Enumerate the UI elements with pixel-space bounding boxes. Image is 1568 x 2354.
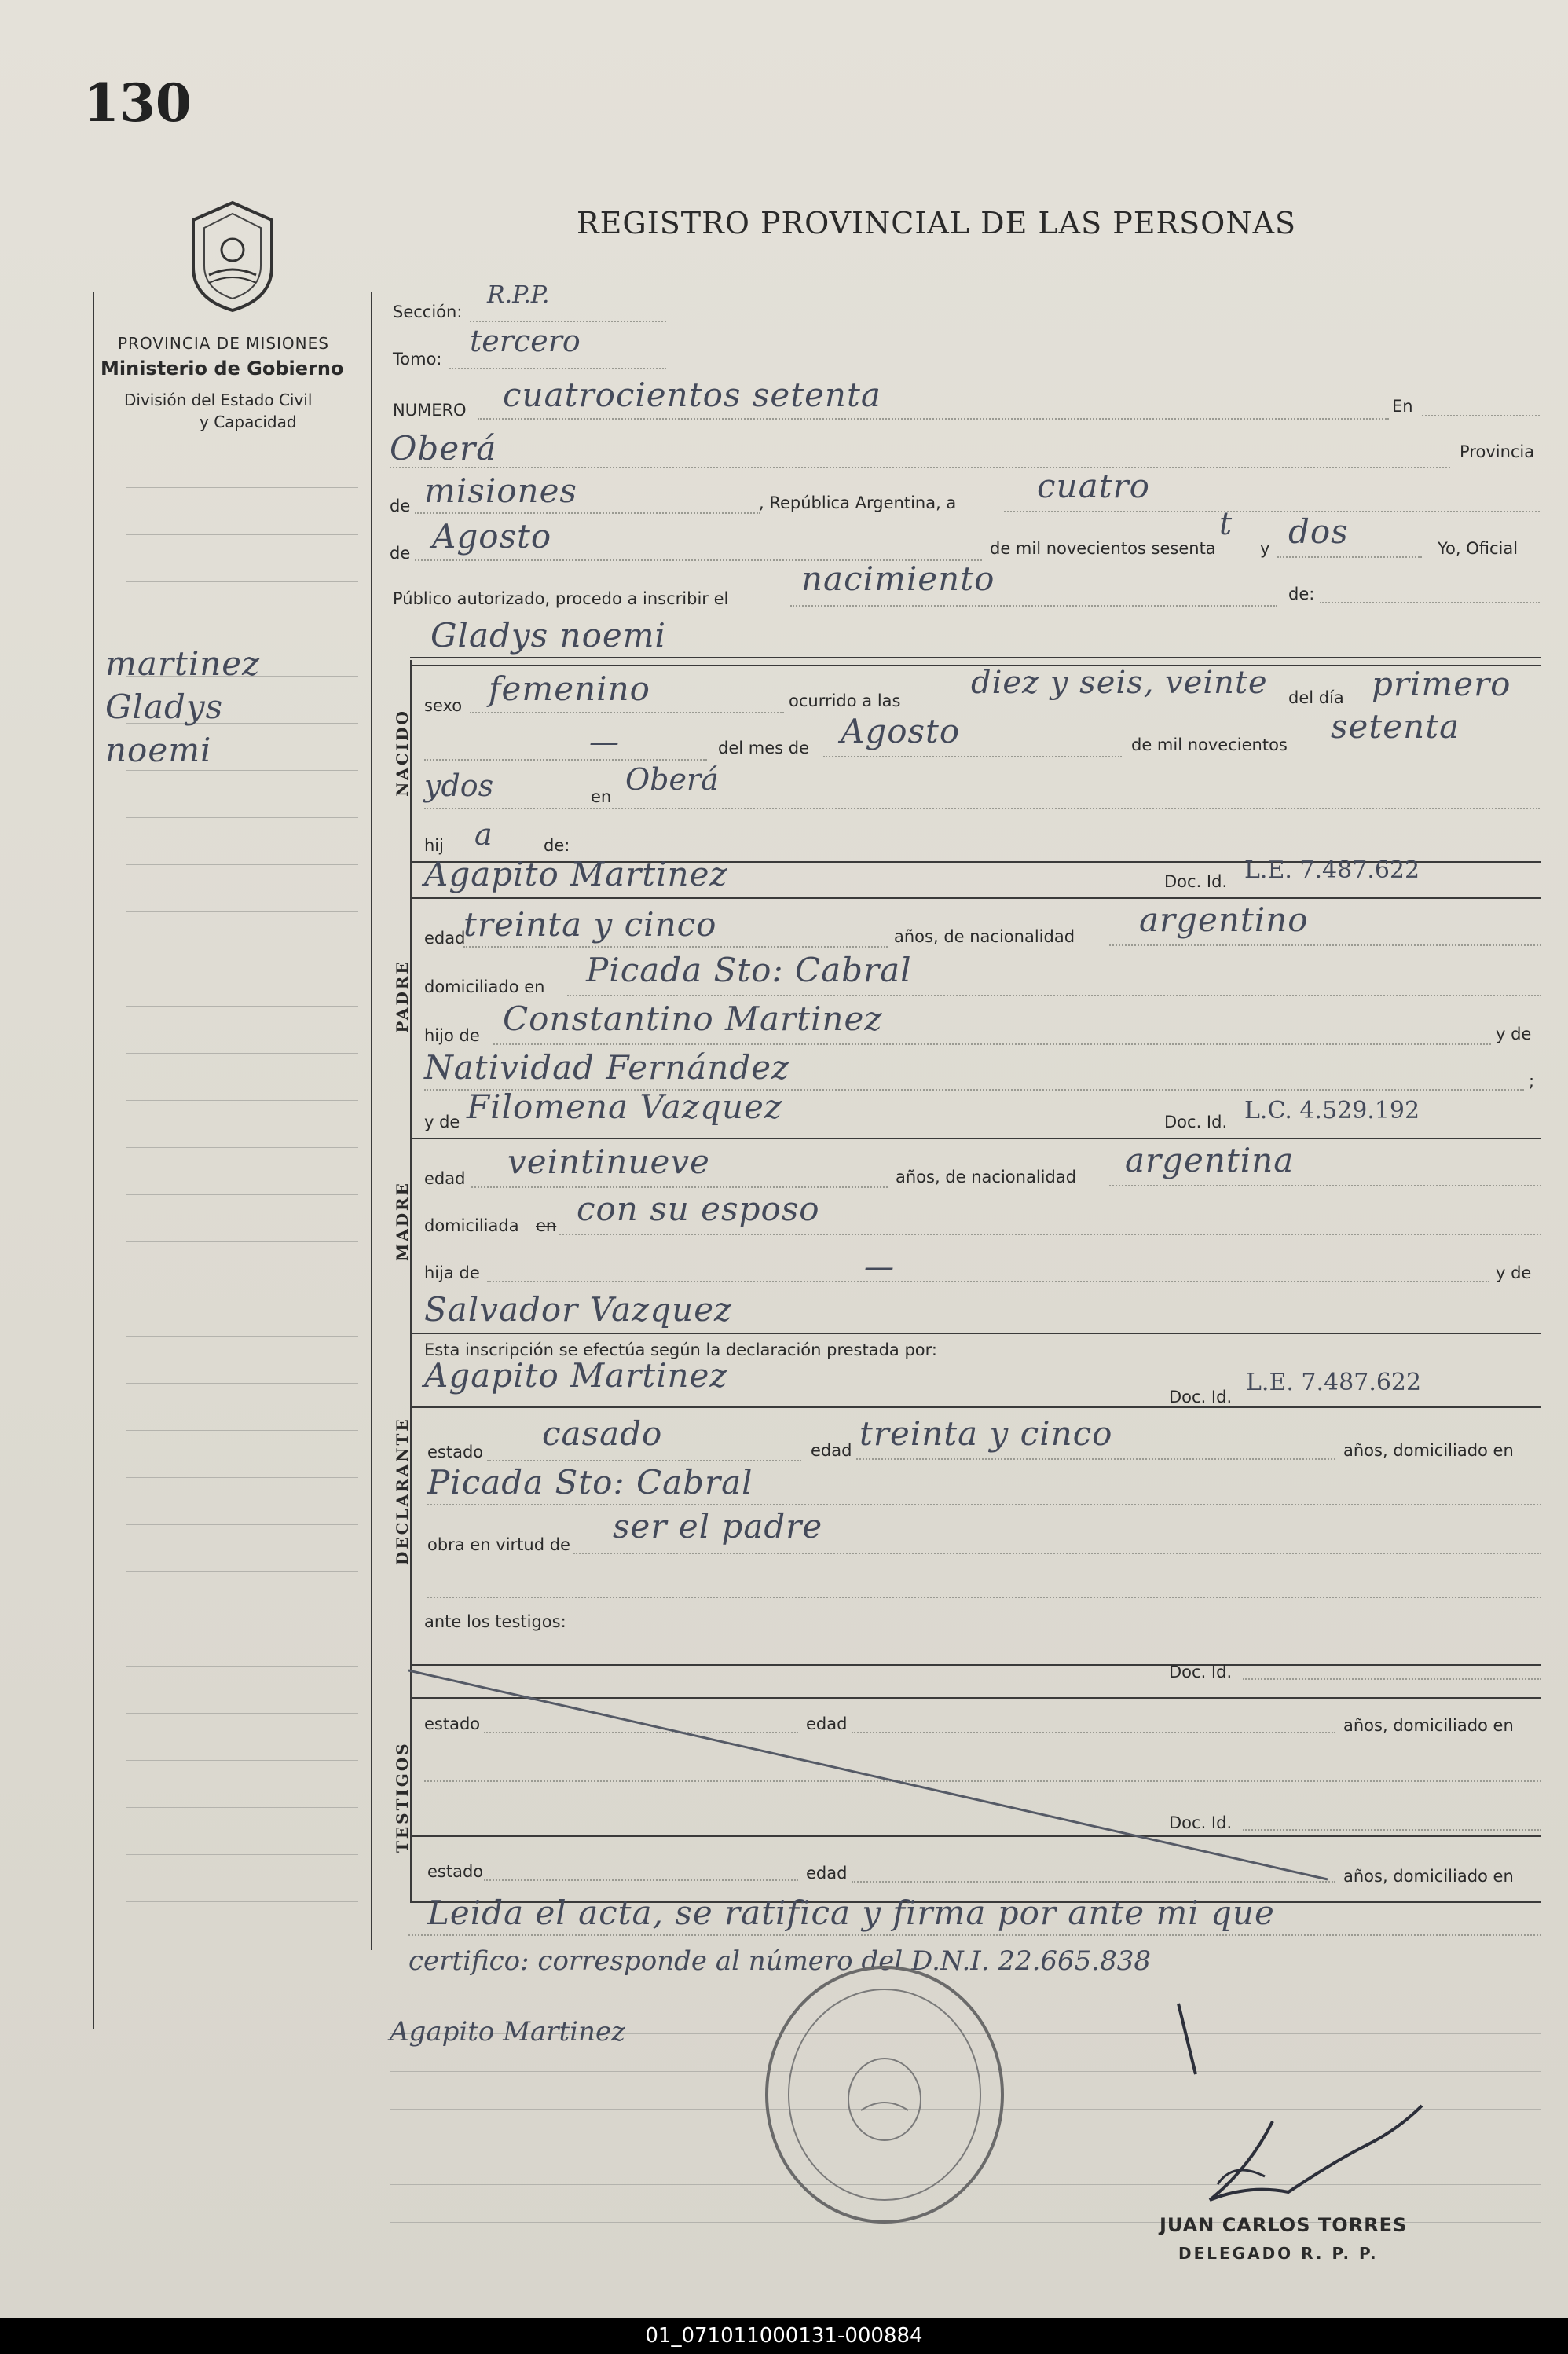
testigo1-anios-label: años, domiciliado en bbox=[1343, 1716, 1514, 1735]
margin-first-name: Gladys bbox=[105, 688, 224, 726]
mes-de-label: de bbox=[390, 544, 411, 563]
madre-y-de-label-2: y de bbox=[1496, 1263, 1532, 1282]
nacido-anio-value-2: ydos bbox=[424, 768, 494, 803]
section-label-madre: MADRE bbox=[393, 1181, 412, 1261]
sidebar-province: PROVINCIA DE MISIONES bbox=[118, 334, 329, 353]
closing-line-2: certifico: corresponde al número del D.N.I. 22.665.838 bbox=[408, 1945, 1151, 1977]
nacido-en-label: en bbox=[591, 787, 612, 806]
padre-nacionalidad-label: años, de nacionalidad bbox=[894, 927, 1075, 946]
sidebar-rule-line bbox=[126, 1571, 358, 1572]
numero-value: cuatrocientos setenta bbox=[503, 376, 881, 414]
fecha-mes-value: Agosto bbox=[432, 517, 552, 556]
madre-dash: — bbox=[864, 1249, 894, 1284]
section-label-declarante: DECLARANTE bbox=[393, 1417, 412, 1565]
hij-value: a bbox=[474, 817, 493, 852]
nacido-dash: — bbox=[589, 724, 619, 759]
declarant-signature: Agapito Martinez bbox=[390, 2016, 625, 2048]
seccion-value: R.P.P. bbox=[487, 281, 550, 309]
hora-value: diez y seis, veinte bbox=[971, 665, 1268, 701]
seccion-label: Sección: bbox=[393, 302, 463, 321]
padre-padre-nombre: Constantino Martinez bbox=[503, 999, 883, 1038]
acto-value: nacimiento bbox=[801, 559, 995, 598]
declarante-obra-label: obra en virtud de bbox=[427, 1535, 570, 1554]
numero-label: NUMERO bbox=[393, 401, 467, 420]
declarante-estado-value: casado bbox=[542, 1414, 663, 1453]
padre-domicilio-value: Picada Sto: Cabral bbox=[586, 951, 912, 989]
margin-surname: martinez bbox=[105, 644, 261, 683]
declarante-anios-label: años, domiciliado en bbox=[1343, 1441, 1514, 1460]
sidebar-rule-line bbox=[126, 1524, 358, 1525]
padre-doc-label: Doc. Id. bbox=[1164, 872, 1228, 891]
hij-de-label: de: bbox=[544, 836, 570, 855]
testigo2-edad-label: edad bbox=[806, 1864, 848, 1883]
anio-correction: t bbox=[1219, 506, 1233, 542]
sidebar-rule-line bbox=[126, 1901, 358, 1902]
de-colon-label: de: bbox=[1288, 585, 1315, 603]
tomo-label: Tomo: bbox=[393, 350, 442, 368]
official-stamp bbox=[759, 1961, 1010, 2228]
declarante-edad-label: edad bbox=[811, 1441, 852, 1460]
declarante-estado-label: estado bbox=[427, 1443, 484, 1461]
declarante-intro: Esta inscripción se efectúa según la declaración prestada por: bbox=[424, 1340, 937, 1359]
margin-middle-name: noemi bbox=[105, 731, 212, 769]
republica-label: , República Argentina, a bbox=[759, 493, 957, 512]
official-signature-mark bbox=[1131, 1988, 1430, 2231]
sidebar-right-border bbox=[371, 292, 372, 1950]
coat-of-arms-emblem bbox=[178, 196, 288, 314]
padre-nombre: Agapito Martinez bbox=[424, 855, 728, 893]
official-name: JUAN CARLOS TORRES bbox=[1160, 2214, 1408, 2236]
declarante-doc-label: Doc. Id. bbox=[1169, 1388, 1233, 1406]
sidebar-rule-line bbox=[126, 817, 358, 818]
del-mes-label: del mes de bbox=[718, 739, 810, 757]
declarante-edad-value: treinta y cinco bbox=[859, 1414, 1113, 1453]
padre-domicilio-label: domiciliado en bbox=[424, 977, 545, 996]
sidebar-rule-line bbox=[126, 1100, 358, 1101]
closing-line-1: Leida el acta, se ratifica y firma por ante mi que bbox=[427, 1894, 1275, 1932]
testigo2-anios-label: años, domiciliado en bbox=[1343, 1867, 1514, 1886]
madre-doc-value: L.C. 4.529.192 bbox=[1244, 1097, 1420, 1124]
padre-madre-nombre: Natividad Fernández bbox=[424, 1048, 790, 1087]
sidebar-rule-line bbox=[126, 911, 358, 912]
madre-padre-nombre: Salvador Vazquez bbox=[424, 1290, 733, 1329]
testigo2-doc-label: Doc. Id. bbox=[1169, 1813, 1233, 1832]
padre-hijo-label: hijo de bbox=[424, 1026, 480, 1045]
madre-domicilio-label: domiciliada bbox=[424, 1216, 519, 1235]
madre-nombre: Filomena Vazquez bbox=[467, 1087, 782, 1126]
sidebar-rule-line bbox=[126, 534, 358, 535]
sidebar-rule-line bbox=[126, 1430, 358, 1431]
sidebar-rule-line bbox=[126, 1383, 358, 1384]
y-label: y bbox=[1260, 539, 1270, 558]
sidebar-rule-line bbox=[126, 487, 358, 488]
sidebar-rule-line bbox=[126, 581, 358, 582]
declarante-nombre: Agapito Martinez bbox=[424, 1356, 728, 1395]
declarante-doc-value: L.E. 7.487.622 bbox=[1246, 1369, 1422, 1396]
tomo-value: tercero bbox=[470, 324, 581, 358]
sidebar-rule-line bbox=[126, 1053, 358, 1054]
del-dia-label: del día bbox=[1288, 688, 1344, 707]
fecha-anio-value: dos bbox=[1288, 512, 1349, 551]
footer-id: 01_071011000131-000884 bbox=[645, 2324, 923, 2348]
madre-edad-value: veintinueve bbox=[507, 1142, 710, 1181]
testigo2-estado-label: estado bbox=[427, 1862, 484, 1881]
declarante-domicilio-value: Picada Sto: Cabral bbox=[427, 1463, 753, 1502]
madre-nacionalidad-label: años, de nacionalidad bbox=[896, 1168, 1077, 1186]
sidebar-rule-line bbox=[126, 1241, 358, 1242]
madre-hija-label: hija de bbox=[424, 1263, 480, 1282]
fecha-dia-value: cuatro bbox=[1037, 467, 1150, 505]
sidebar-division: División del Estado Civil bbox=[124, 390, 313, 409]
hij-label: hij bbox=[424, 836, 444, 855]
sidebar-rule-line bbox=[126, 1854, 358, 1855]
madre-en-struck: en bbox=[536, 1216, 557, 1235]
sidebar-rule-line bbox=[126, 1713, 358, 1714]
testigos-ante-label: ante los testigos: bbox=[424, 1612, 566, 1631]
footer-id-bar bbox=[0, 2318, 1568, 2354]
testigos-strike-line bbox=[408, 1666, 1335, 1886]
padre-y-de-label: y de bbox=[1496, 1025, 1532, 1043]
sidebar-ministry: Ministerio de Gobierno bbox=[101, 358, 344, 380]
sexo-label: sexo bbox=[424, 696, 463, 715]
madre-nacionalidad-value: argentina bbox=[1125, 1141, 1295, 1179]
nacido-dia-value: primero bbox=[1372, 665, 1511, 703]
testigo1-edad-label: edad bbox=[806, 1714, 848, 1733]
provincia-de-label: de bbox=[390, 497, 411, 515]
testigo1-estado-label: estado bbox=[424, 1714, 481, 1733]
sidebar-rule-line bbox=[126, 770, 358, 771]
yo-oficial-label: Yo, Oficial bbox=[1438, 539, 1519, 558]
en-label: En bbox=[1392, 397, 1413, 416]
sexo-value: femenino bbox=[489, 669, 650, 708]
lugar-value: Oberá bbox=[390, 429, 497, 468]
section-label-padre: PADRE bbox=[393, 959, 412, 1033]
sidebar-rule-line bbox=[126, 1477, 358, 1478]
publico-label: Público autorizado, procedo a inscribir el bbox=[393, 589, 729, 608]
nacido-anio-value-1: setenta bbox=[1331, 707, 1460, 746]
section-label-testigos: TESTIGOS bbox=[393, 1741, 412, 1853]
page-number: 130 bbox=[83, 72, 192, 134]
padre-doc-value: L.E. 7.487.622 bbox=[1244, 856, 1420, 884]
declarante-obra-value: ser el padre bbox=[613, 1507, 823, 1546]
nacido-nombre: Gladys noemi bbox=[430, 616, 666, 654]
madre-domicilio-value: con su esposo bbox=[577, 1190, 820, 1228]
provincia-value: misiones bbox=[424, 471, 577, 510]
sidebar-left-border bbox=[93, 292, 94, 2029]
nacido-de-mil-label: de mil novecientos bbox=[1131, 735, 1288, 754]
sidebar-rule-line bbox=[126, 1807, 358, 1808]
sidebar-capacidad: y Capacidad bbox=[200, 412, 297, 431]
section-label-nacido: NACIDO bbox=[393, 709, 412, 797]
de-mil-novecientos-label: de mil novecientos sesenta bbox=[990, 539, 1216, 558]
document-title: REGISTRO PROVINCIAL DE LAS PERSONAS bbox=[577, 206, 1297, 240]
official-title: DELEGADO R. P. P. bbox=[1178, 2244, 1379, 2263]
padre-nacionalidad-value: argentino bbox=[1139, 900, 1309, 939]
madre-doc-label: Doc. Id. bbox=[1164, 1113, 1228, 1131]
madre-y-de-label: y de bbox=[424, 1113, 460, 1131]
ocurrido-label: ocurrido a las bbox=[789, 691, 901, 710]
padre-semicolon: ; bbox=[1529, 1072, 1535, 1091]
sidebar-rule-line bbox=[126, 1194, 358, 1195]
sidebar-rule-line bbox=[126, 864, 358, 865]
nacido-lugar-value: Oberá bbox=[625, 762, 719, 797]
padre-edad-value: treinta y cinco bbox=[463, 905, 717, 944]
padre-edad-label: edad bbox=[424, 929, 466, 948]
nacido-mes-value: Agosto bbox=[841, 712, 961, 750]
provincia-label: Provincia bbox=[1460, 442, 1535, 461]
sidebar-rule-line bbox=[126, 1147, 358, 1148]
madre-edad-label: edad bbox=[424, 1169, 466, 1188]
testigo1-doc-label: Doc. Id. bbox=[1169, 1663, 1233, 1681]
sidebar-rule-line bbox=[126, 1760, 358, 1761]
